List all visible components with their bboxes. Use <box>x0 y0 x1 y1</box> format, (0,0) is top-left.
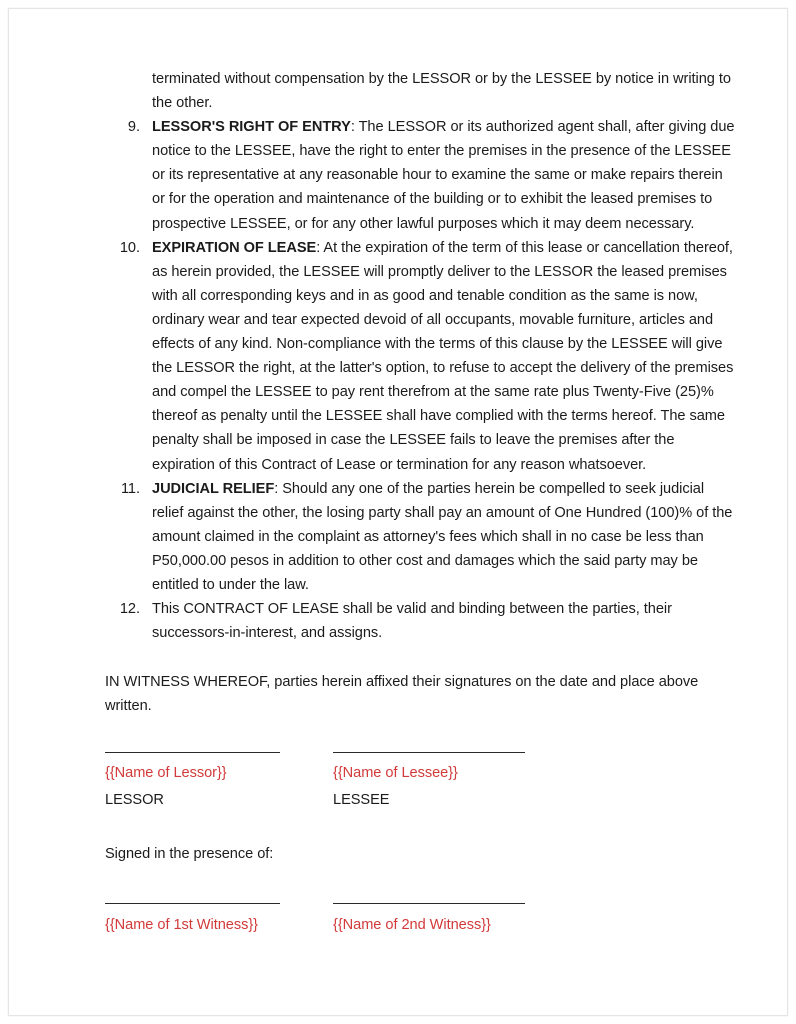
clause-title: JUDICIAL RELIEF <box>152 480 275 497</box>
first-witness-name-placeholder: {{Name of 1st Witness}} <box>105 916 258 933</box>
clause-item-10 <box>96 236 736 477</box>
party-signature-row <box>105 752 736 812</box>
clause-item-12 <box>96 597 736 645</box>
page-content <box>96 67 736 937</box>
clause-item-9 <box>96 115 736 235</box>
signature-line <box>105 752 280 753</box>
page-sheet <box>8 8 788 1016</box>
witness-signature-row <box>105 903 736 937</box>
party-signature-section <box>105 752 736 812</box>
first-witness-block <box>105 903 333 937</box>
clause-number: 12. <box>119 601 140 618</box>
clause-number: 10. <box>119 239 140 256</box>
lessee-role-label: LESSEE <box>333 792 390 809</box>
signature-line <box>333 903 525 904</box>
signature-line <box>105 903 280 904</box>
second-witness-name-placeholder: {{Name of 2nd Witness}} <box>333 916 491 933</box>
clause-separator: : <box>350 119 359 136</box>
lessee-name-placeholder: {{Name of Lessee}} <box>333 765 458 782</box>
clause-item-11 <box>96 477 736 597</box>
clause-list <box>96 115 736 645</box>
witness-whereof-paragraph: IN WITNESS WHEREOF, parties herein affixed their signatures on the date and place above written. <box>105 674 699 715</box>
clause-title: LESSOR'S RIGHT OF ENTRY <box>152 119 351 136</box>
continued-paragraph: terminated without compensation by the LESSOR or by the LESSEE by notice in writing to the other. <box>152 71 731 112</box>
clause-separator: : <box>274 480 283 497</box>
witness-signature-section <box>105 903 736 937</box>
clause-body: The LESSOR or its authorized agent shall, after giving due notice to the LESSEE, have the right to enter the premises in the presence of the LESSEE or its representative at any reasonable hour to examine the same or make repairs therein or for the operation and maintenance of the building or to exhibit the leased premises to prospective LESSEE, or for any other lawful purposes which it may deem necessary. <box>152 119 735 232</box>
clause-number: 11. <box>120 480 140 497</box>
clause-number: 9. <box>127 119 140 136</box>
second-witness-block <box>333 903 561 937</box>
clause-body: At the expiration of the term of this lease or cancellation thereof, as herein provided, the LESSEE will promptly deliver to the LESSOR the leased premises with all corresponding keys and in as good and tenable condition as the same is now, ordinary wear and tear expected devoid of all occupants, movable furniture, articles and effects of any kind. Non-compliance with the terms of this clause by the LESSEE will give the LESSOR the right, at the latter's option, to refuse to accept the delivery of the premises and compel the LESSEE to pay rent therefrom at the same rate plus Twenty-Five (25)% thereof as penalty until the LESSEE shall have complied with the terms hereof. The same penalty shall be imposed in case the LESSEE fails to leave the premises after the expiration of this Contract of Lease or termination for any reason whatsoever. <box>152 239 734 473</box>
lessor-name-placeholder: {{Name of Lessor}} <box>105 765 227 782</box>
clause-body: This CONTRACT OF LEASE shall be valid and binding between the parties, their successors-in-interest, and assigns. <box>152 601 672 642</box>
clause-separator: : <box>316 239 324 256</box>
clause-title: EXPIRATION OF LEASE <box>152 239 317 256</box>
lessor-role-label: LESSOR <box>105 792 164 809</box>
clause-body: Should any one of the parties herein be compelled to seek judicial relief against the other, the losing party shall pay an amount of One Hundred (100)% of the amount claimed in the complaint as attorney's fees which shall in no case be less than P50,000.00 pesos in addition to other cost and damages which the said party may be entitled to under the law. <box>152 480 733 593</box>
lessor-signature-block <box>105 752 333 812</box>
signed-in-presence-label: Signed in the presence of: <box>105 846 274 863</box>
signature-line <box>333 752 525 753</box>
lessee-signature-block <box>333 752 561 812</box>
